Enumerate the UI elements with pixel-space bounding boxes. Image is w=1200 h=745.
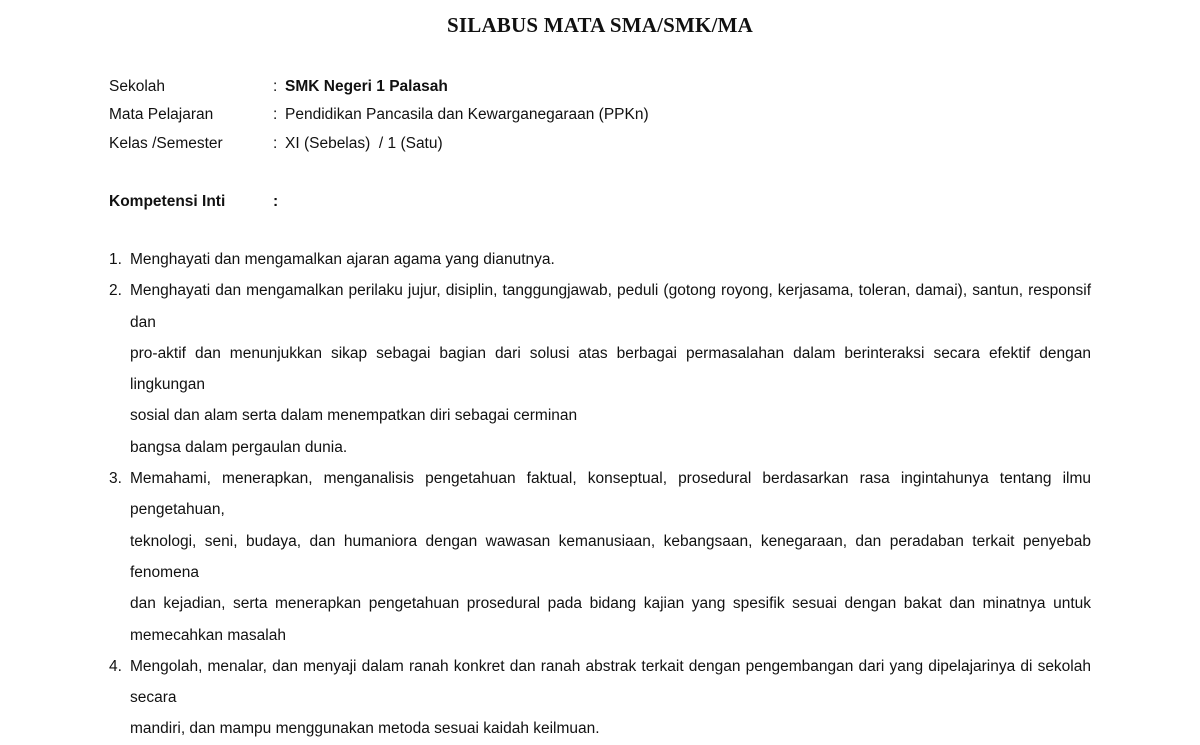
list-item bbox=[109, 275, 1091, 463]
list-item-line: sosial dan alam serta dalam menempatkan diri sebagai cerminan bbox=[130, 407, 578, 425]
list-item-number: 2. bbox=[109, 282, 122, 300]
list-item-line: teknologi, seni, budaya, dan humaniora dengan wawasan kemanusiaan, kebangsaan, kenegaraan, dan peradaban terkait penyebab fenomena bbox=[130, 532, 1091, 581]
kompetensi-inti-list bbox=[109, 244, 1091, 745]
list-item-line: bangsa dalam pergaulan dunia. bbox=[130, 438, 348, 456]
list-item-line: Mengolah, menalar, dan menyaji dalam ranah konkret dan ranah abstrak terkait dengan pengembangan dari yang dipelajarinya di sekolah secara bbox=[130, 657, 1091, 707]
list-item bbox=[109, 463, 1091, 651]
kelas-colon: : bbox=[273, 135, 278, 152]
list-item-number: 3. bbox=[109, 470, 122, 488]
document-title: SILABUS MATA SMA/SMK/MA bbox=[446, 13, 753, 37]
list-item bbox=[109, 244, 1091, 275]
list-item-line: Menghayati dan mengamalkan perilaku jujur, disiplin, tanggungjawab, peduli (gotong royong, kerjasama, toleran, damai), santun, responsif dan bbox=[130, 282, 1091, 331]
kelas-label: Kelas /Semester bbox=[109, 135, 223, 152]
kelas-value: XI (Sebelas) / 1 (Satu) bbox=[285, 135, 443, 152]
mapel-value: Pendidikan Pancasila dan Kewarganegaraan (PPKn) bbox=[285, 106, 649, 123]
list-item-line: dan kejadian, serta menerapkan pengetahuan prosedural pada bidang kajian yang spesifik sesuai dengan bakat dan minatnya untuk bbox=[130, 595, 1091, 613]
list-item-line: mandiri, dan mampu menggunakan metoda sesuai kaidah keilmuan. bbox=[130, 720, 600, 738]
kompetensi-inti-colon: : bbox=[273, 193, 279, 210]
sekolah-label: Sekolah bbox=[109, 78, 166, 95]
list-item-line: pro-aktif dan menunjukkan sikap sebagai bagian dari solusi atas berbagai permasalahan dalam berinteraksi secara efektif dengan lingkungan bbox=[130, 344, 1091, 394]
sekolah-colon: : bbox=[273, 78, 278, 95]
list-item-line: Menghayati dan mengamalkan ajaran agama yang dianutnya. bbox=[130, 251, 555, 268]
sekolah-value: SMK Negeri 1 Palasah bbox=[285, 78, 448, 95]
list-item-number: 4. bbox=[109, 657, 122, 675]
kompetensi-inti-label: Kompetensi Inti bbox=[109, 193, 226, 210]
list-item-line: Memahami, menerapkan, menganalisis pengetahuan faktual, konseptual, prosedural berdasarkan rasa ingintahunya tentang ilmu pengetahuan, bbox=[130, 470, 1091, 519]
mapel-label: Mata Pelajaran bbox=[109, 106, 214, 123]
list-item-line: memecahkan masalah bbox=[130, 626, 286, 644]
list-item bbox=[109, 651, 1091, 745]
list-item-number: 1. bbox=[109, 251, 122, 268]
mapel-colon: : bbox=[273, 106, 278, 123]
